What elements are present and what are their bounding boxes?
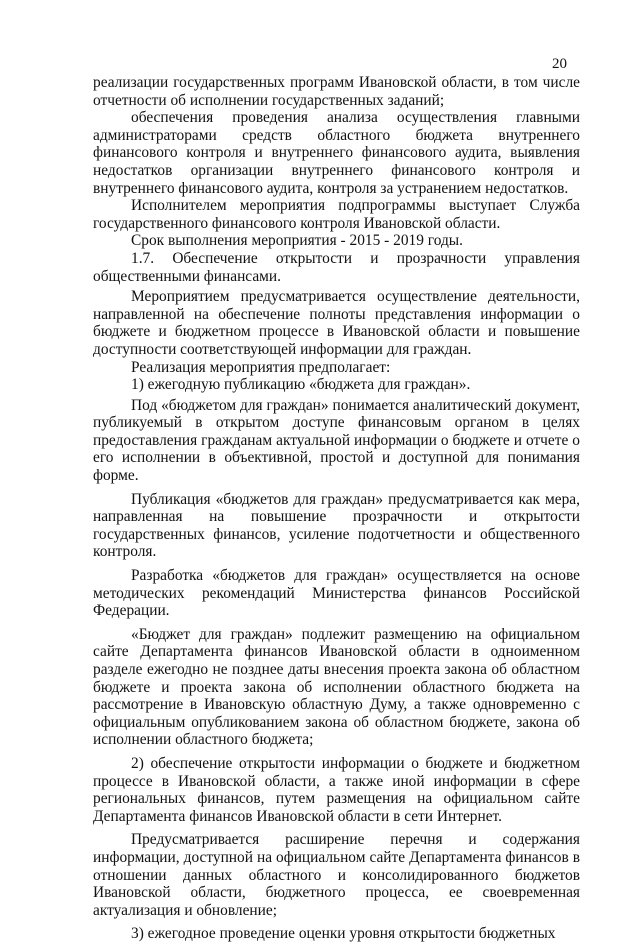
paragraph: 1.7. Обеспечение открытости и прозрачности управления общественными финансами.: [93, 249, 580, 285]
paragraph: Публикация «бюджетов для граждан» предусматривается как мера, направленная на повышение прозрачности и открытости государственных финансов, усиление подотчетности и общественного контроля.: [93, 490, 580, 561]
page-number: 20: [552, 56, 567, 72]
paragraph: Срок выполнения мероприятия - 2015 - 2019 годы.: [131, 232, 463, 250]
document-body: [93, 74, 580, 943]
paragraph: Под «бюджетом для граждан» понимается аналитический документ, публикуемый в открытом доступе финансовым органом в целях предоставления гражданам актуальной информации о бюджете и отчете о его исполнении в объективной, простой и доступной для понимания форме.: [93, 396, 580, 485]
paragraph: Реализация мероприятия предполагает:: [131, 358, 391, 376]
paragraph: Предусматривается расширение перечня и содержания информации, доступной на официальном сайте Департамента финансов в отношении данных областного и консолидированного бюджетов Ивановской области, бюджетного процесса, ее своевременная актуализация и обновление;: [93, 831, 580, 919]
paragraph: реализации государственных программ Ивановской области, в том числе отчетности об исполнении государственных заданий;: [93, 74, 580, 109]
paragraph: 1) ежегодную публикацию «бюджета для граждан».: [131, 376, 471, 394]
paragraph: Мероприятием предусматривается осуществление деятельности, направленной на обеспечение полноты представления информации о бюджете и бюджетном процессе в Ивановской области и повышение доступности соответствующей информации для граждан.: [93, 288, 580, 358]
paragraph: Исполнителем мероприятия подпрограммы выступает Служба государственного финансового контроля Ивановской области.: [93, 197, 580, 232]
paragraph: Разработка «бюджетов для граждан» осуществляется на основе методических рекомендаций Министерства финансов Российской Федерации.: [93, 567, 580, 620]
paragraph: «Бюджет для граждан» подлежит размещению на официальном сайте Департамента финансов Ивановской области в одноименном разделе ежегодно не позднее даты внесения проекта закона об областном бюджете и проекта закона об исполнении областного бюджета на рассмотрение в Ивановскую областную Думу, а также одновременно с официальным опубликованием закона об областном бюджете, закона об исполнении областного бюджета;: [93, 625, 580, 749]
paragraph: 3) ежегодное проведение оценки уровня открытости бюджетных: [131, 925, 556, 943]
paragraph: 2) обеспечение открытости информации о бюджете и бюджетном процессе в Ивановской области, а также иной информации в сфере региональных финансов, путем размещения на официальном сайте Департамента финансов Ивановской области в сети Интернет.: [93, 754, 580, 825]
paragraph: обеспечения проведения анализа осуществления главными администраторами средств областного бюджета внутреннего финансового контроля и внутреннего финансового аудита, выявления недостатков организации внутреннего финансового контроля и внутреннего финансового аудита, контроля за устранением недостатков.: [93, 109, 580, 197]
